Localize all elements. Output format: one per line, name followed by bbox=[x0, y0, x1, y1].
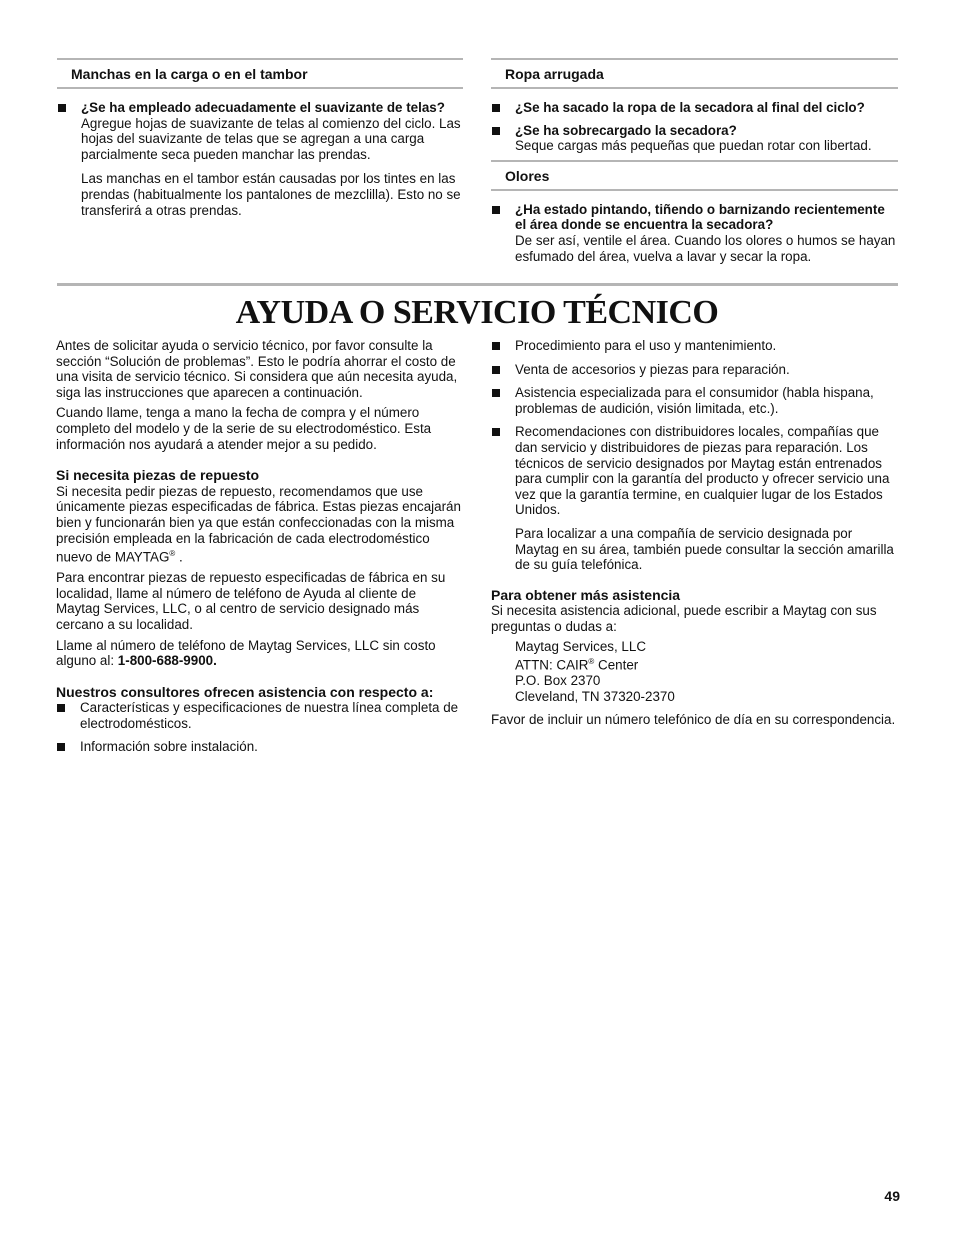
address-line bbox=[515, 654, 898, 673]
answer-text: De ser así, ventile el área. Cuando los olores o humos se hayan esfumado del área, vuelva a lavar y secar la ropa. bbox=[515, 232, 896, 264]
question-text: ¿Ha estado pintando, tiñendo o barnizando recientemente el área donde se encuentra la secadora? bbox=[515, 201, 885, 233]
parts-paragraph bbox=[56, 484, 462, 565]
subheading-consultants: Nuestros consultores ofrecen asistencia con respecto a: bbox=[56, 683, 434, 700]
mailing-address bbox=[491, 639, 898, 705]
right-column bbox=[491, 338, 898, 728]
parts-text-end: . bbox=[175, 549, 183, 565]
address-line: Cleveland, TN 37320-2370 bbox=[515, 688, 675, 704]
address-line-b: Center bbox=[594, 657, 639, 673]
section-heading-stains: Manchas en la carga o en el tambor bbox=[57, 58, 463, 89]
phone-number: 1-800-688-9900. bbox=[117, 653, 217, 669]
list-item-text: Características y especificaciones de nuestra línea completa de electrodomésticos. bbox=[80, 700, 459, 731]
page-title: AYUDA O SERVICIO TÉCNICO bbox=[235, 294, 719, 331]
top-right-section bbox=[491, 58, 898, 264]
list-item-text: Recomendaciones con distribuidores locales, compañías que dan servicio y distribuidores de piezas para reparación. Los técnicos de servicio designados por Maytag están entrenados para cumplir con la garantía del producto y ofrecer servicio una vez que la garantía termine, en cualquier lugar de los Estados Unidos. bbox=[515, 424, 890, 518]
left-column bbox=[56, 338, 462, 754]
subheading-more-help: Para obtener más asistencia bbox=[491, 586, 681, 603]
list-item bbox=[491, 100, 898, 116]
list-item-text: Información sobre instalación. bbox=[80, 738, 258, 754]
call-paragraph: Cuando llame, tenga a mano la fecha de compra y el número completo del modelo y de la serie de su electrodoméstico. Esta información nos ayudará a atender mejor a su pedido. bbox=[56, 405, 432, 452]
list-item bbox=[57, 100, 464, 218]
list-item bbox=[491, 424, 898, 572]
list-item-text: Venta de accesorios y piezas para reparación. bbox=[515, 361, 790, 377]
subheading-parts: Si necesita piezas de repuesto bbox=[56, 467, 260, 484]
question-text: ¿Se ha sobrecargado la secadora? bbox=[515, 122, 737, 138]
phone-paragraph bbox=[56, 638, 462, 669]
question-text: ¿Se ha empleado adecuadamente el suavizante de telas? bbox=[81, 100, 445, 115]
list-item bbox=[491, 362, 898, 378]
list-item bbox=[491, 202, 898, 264]
address-line: Maytag Services, LLC bbox=[515, 638, 646, 654]
section-heading-wrinkled: Ropa arrugada bbox=[491, 58, 898, 89]
list-item bbox=[56, 739, 462, 755]
list-item-text: Asistencia especializada para el consumidor (habla hispana, problemas de audición, visión limitada, etc.). bbox=[515, 385, 874, 416]
list-item bbox=[56, 700, 462, 731]
phone-text: Llame al número de teléfono de Maytag Services, LLC sin costo alguno al: bbox=[56, 637, 436, 669]
intro-paragraph: Antes de solicitar ayuda o servicio técnico, por favor consulte la sección “Solución de problemas”. Esto le podría ahorrar el costo de una visita de servicio técnico. Si considera que aún necesita ayuda, siga las instrucciones que aparecen a continuación. bbox=[56, 338, 458, 400]
answer-text: Agregue hojas de suavizante de telas al comienzo del ciclo. Las hojas del suavizante de telas que se agregan a una carga parcialmente seca pueden manchar las prendas. bbox=[81, 115, 461, 162]
top-left-section bbox=[57, 58, 463, 218]
list-item bbox=[491, 338, 898, 354]
more-help-paragraph: Si necesita asistencia adicional, puede escribir a Maytag con sus preguntas o dudas a: bbox=[491, 603, 877, 634]
address-line-a: ATTN: CAIR bbox=[515, 657, 589, 673]
section-divider bbox=[57, 283, 898, 286]
page-number: 49 bbox=[884, 1188, 900, 1204]
find-parts-paragraph: Para encontrar piezas de repuesto especificadas de fábrica en su localidad, llame al número de teléfono de Ayuda al cliente de Maytag Services, LLC, o al centro de servicio designado más cercano a su localidad. bbox=[56, 570, 446, 632]
list-item bbox=[491, 123, 898, 154]
registered-mark: ® bbox=[169, 549, 176, 559]
registered-mark: ® bbox=[588, 657, 595, 667]
question-text: ¿Se ha sacado la ropa de la secadora al final del ciclo? bbox=[515, 100, 865, 115]
list-item bbox=[491, 385, 898, 416]
parts-text: Si necesita pedir piezas de repuesto, recomendamos que use únicamente piezas especificadas de fábrica. Estas piezas encajarán bien y funcionarán bien ya que están confeccionadas con la misma precisión empleada en la fabricación de cada electrodoméstico nuevo de MAYTAG bbox=[56, 483, 461, 565]
phone-note-paragraph: Favor de incluir un número telefónico de día en su correspondencia. bbox=[491, 712, 896, 728]
section-heading-odors: Olores bbox=[491, 160, 898, 191]
list-item-text: Procedimiento para el uso y mantenimiento. bbox=[515, 338, 777, 353]
address-line: P.O. Box 2370 bbox=[515, 673, 601, 689]
answer-text: Seque cargas más pequeñas que puedan rotar con libertad. bbox=[515, 138, 872, 154]
answer-extra-text: Las manchas en el tambor están causadas por los tintes en las prendas (habitualmente los pantalones de mezclilla). Esto no se transferirá a otras prendas. bbox=[81, 171, 461, 218]
list-item-extra-text: Para localizar a una compañía de servicio designada por Maytag en su área, también puede consultar la sección amarilla de su guía telefónica. bbox=[515, 525, 894, 573]
